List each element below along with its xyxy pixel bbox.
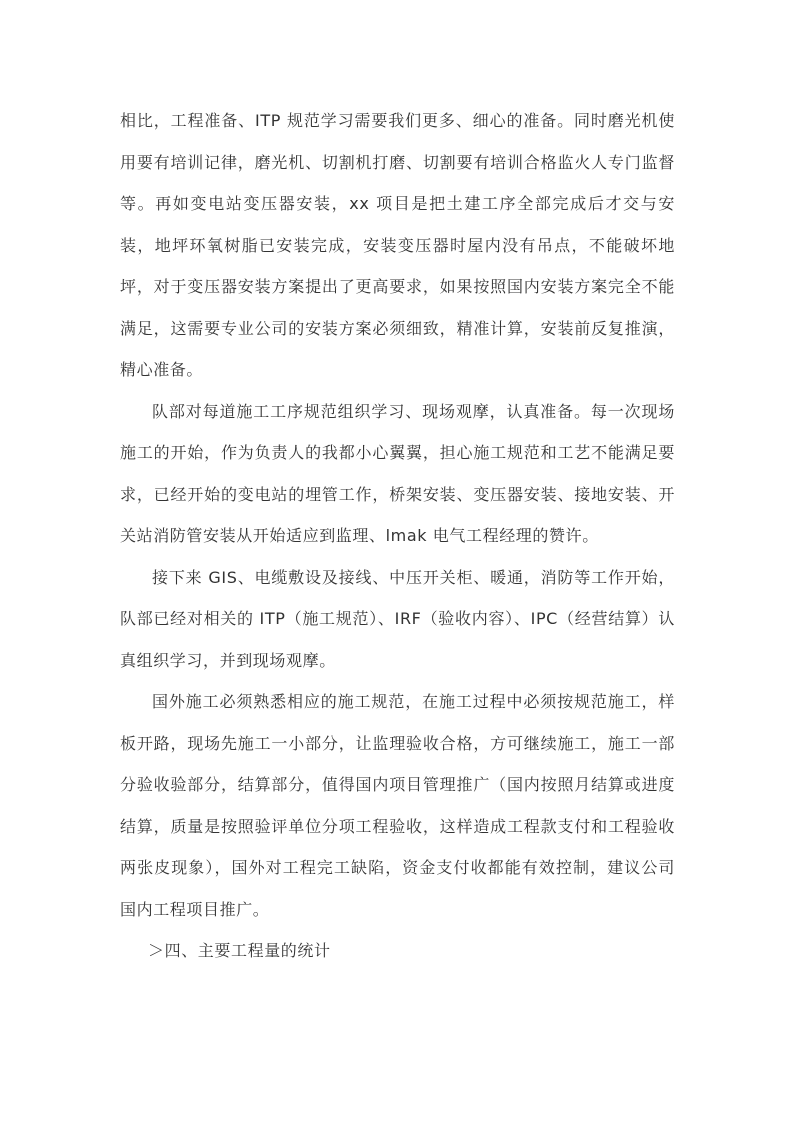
paragraph-3: 接下来 GIS、电缆敷设及接线、中压开关柜、暖通，消防等工作开始，队部已经对相关的 ITP（施工规范）、IRF（验收内容）、IPC（经营结算）认真组织学习，并到现场观摩。: [120, 567, 675, 670]
document-body: [120, 100, 675, 972]
section-heading: ＞四、主要工程量的统计: [148, 941, 331, 960]
paragraph-2: 队部对每道施工工序规范组织学习、现场观摩，认真准备。每一次现场施工的开始，作为负责人的我都小心翼翼，担心施工规范和工艺不能满足要求，已经开始的变电站的埋管工作，桥架安装、变压器安装、接地安装、开关站消防管安装从开始适应到监理、lmak 电气工程经理的赞许。: [120, 401, 675, 545]
paragraph-4: 国外施工必须熟悉相应的施工规范，在施工过程中必须按规范施工，样板开路，现场先施工一小部分，让监理验收合格，方可继续施工，施工一部分验收验部分，结算部分，值得国内项目管理推广（国内按照月结算或进度结算，质量是按照验评单位分项工程验收，这样造成工程款支付和工程验收两张皮现象），国外对工程完工缺陷，资金支付收都能有效控制，建议公司国内工程项目推广。: [120, 692, 675, 919]
paragraph-1: 相比，工程准备、ITP 规范学习需要我们更多、细心的准备。同时磨光机使用要有培训记律，磨光机、切割机打磨、切割要有培训合格监火人专门监督等。再如变电站变压器安装，xx 项目是把土建工序全部完成后才交与安装，地坪环氧树脂已安装完成，安装变压器时屋内没有吊点，不能破坏地坪，对于变压器安装方案提出了更高要求，如果按照国内安装方案完全不能满足，这需要专业公司的安装方案必须细致，精准计算，安装前反复推演，精心准备。: [120, 111, 675, 379]
